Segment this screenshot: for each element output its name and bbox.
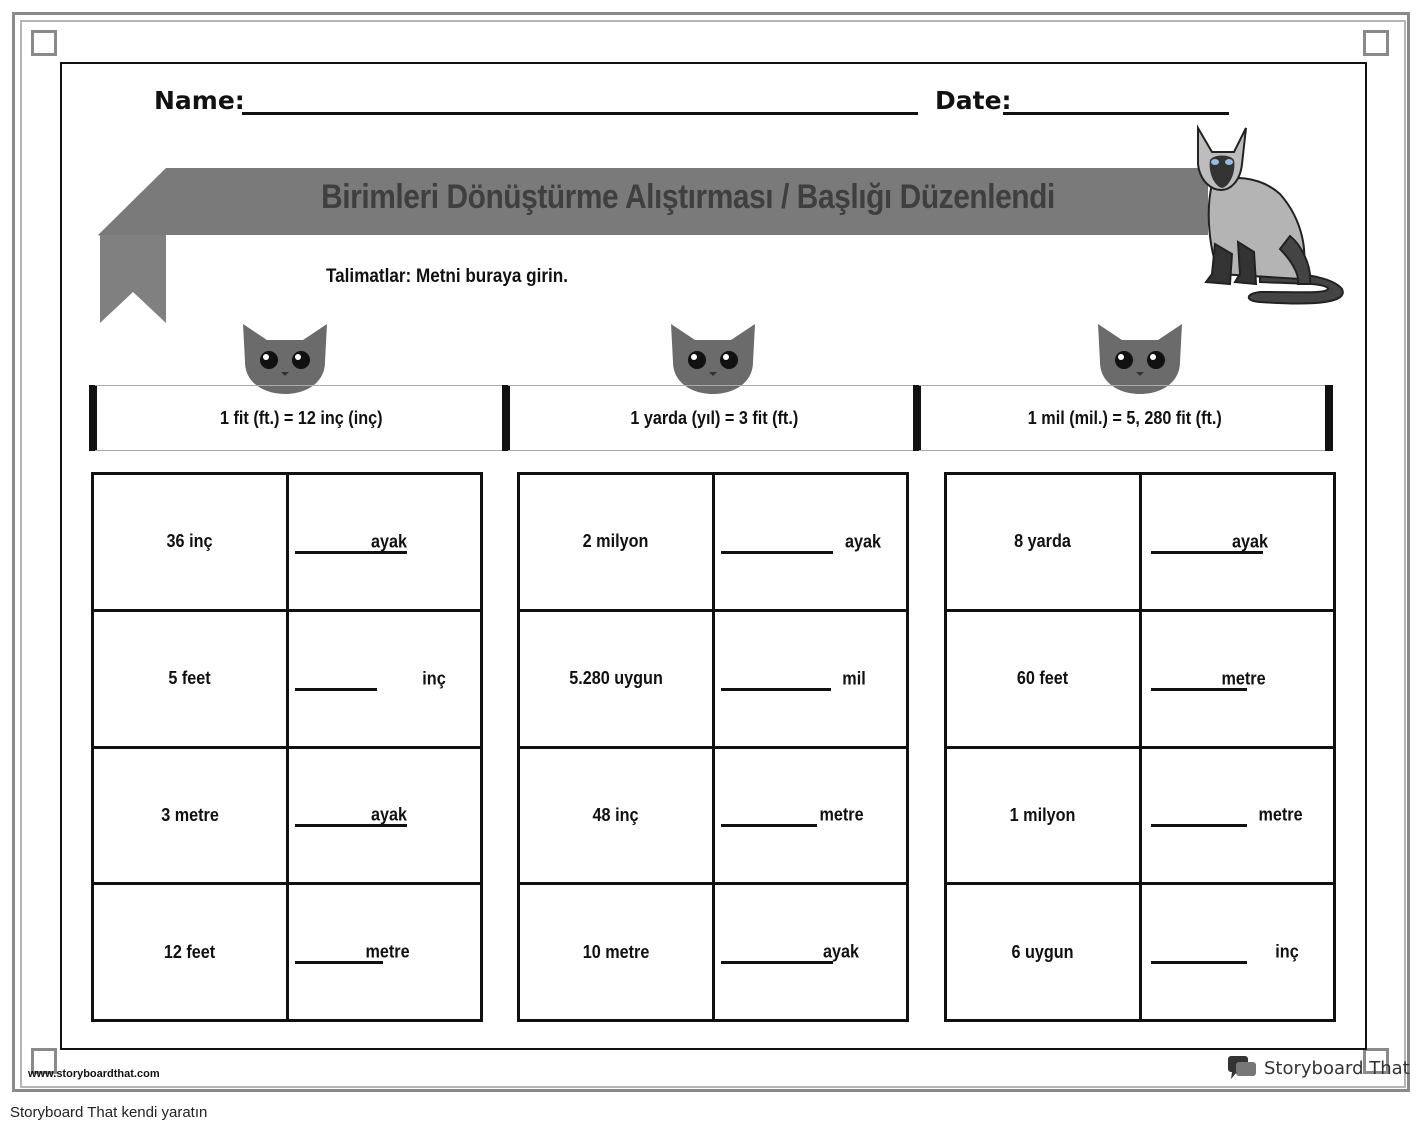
answer-cell[interactable] xyxy=(287,747,482,884)
answer-line[interactable] xyxy=(721,824,817,827)
given-value: 5 feet xyxy=(168,668,211,689)
cat-face-icon xyxy=(1096,322,1184,394)
given-value: 5.280 uygun xyxy=(568,668,663,689)
given-value: 1 milyon xyxy=(1009,804,1076,825)
conversion-rule-text: 1 fit (ft.) = 12 inç (inç) xyxy=(219,407,383,428)
answer-cell[interactable] xyxy=(1140,884,1335,1021)
name-label: Name: xyxy=(154,86,245,115)
siamese-cat-icon xyxy=(1190,124,1350,310)
answer-line[interactable] xyxy=(721,551,833,554)
instructions-text: Talimatlar: Metni buraya girin. xyxy=(326,266,568,287)
unit-label: metre xyxy=(818,804,864,825)
answer-cell[interactable] xyxy=(1140,610,1335,747)
given-value: 60 feet xyxy=(1017,668,1069,689)
unit-label: ayak xyxy=(370,531,407,552)
answer-line[interactable] xyxy=(295,688,377,691)
answer-line[interactable] xyxy=(721,961,833,964)
given-cell xyxy=(946,474,1141,611)
given-value: 2 milyon xyxy=(582,531,649,552)
given-cell xyxy=(519,884,714,1021)
table-row xyxy=(519,610,908,747)
table-row xyxy=(519,747,908,884)
unit-label: metre xyxy=(1257,804,1303,825)
answer-cell[interactable] xyxy=(1140,474,1335,611)
answer-cell[interactable] xyxy=(287,884,482,1021)
given-cell xyxy=(946,747,1141,884)
given-cell xyxy=(93,610,288,747)
table-row xyxy=(946,474,1335,611)
conversion-table xyxy=(517,472,909,1022)
given-cell xyxy=(93,474,288,611)
cat-face-icon xyxy=(669,322,757,394)
conversion-table xyxy=(91,472,483,1022)
answer-cell[interactable] xyxy=(287,474,482,611)
table-row xyxy=(93,884,482,1021)
table-row xyxy=(93,474,482,611)
given-value: 10 metre xyxy=(582,941,650,962)
conversion-rule-box xyxy=(919,385,1331,451)
conversion-rule-text: 1 mil (mil.) = 5, 280 fit (ft.) xyxy=(1027,407,1222,428)
table-row xyxy=(93,610,482,747)
brand-logo xyxy=(1228,1056,1410,1080)
given-cell xyxy=(93,884,288,1021)
answer-cell[interactable] xyxy=(713,610,908,747)
given-value: 6 uygun xyxy=(1011,941,1074,962)
conversion-rule-box xyxy=(508,385,920,451)
unit-label: mil xyxy=(841,668,866,689)
answer-cell[interactable] xyxy=(1140,747,1335,884)
unit-label: metre xyxy=(364,941,410,962)
table-row xyxy=(946,747,1335,884)
given-value: 36 inç xyxy=(166,531,213,552)
table-row xyxy=(519,884,908,1021)
corner-marker-tl xyxy=(31,30,57,56)
table-row xyxy=(946,610,1335,747)
answer-line[interactable] xyxy=(1151,824,1247,827)
answer-cell[interactable] xyxy=(713,884,908,1021)
conversion-rule-box xyxy=(95,385,507,451)
given-cell xyxy=(946,884,1141,1021)
speech-bubble-icon xyxy=(1228,1056,1258,1080)
given-value: 3 metre xyxy=(160,804,219,825)
given-cell xyxy=(519,474,714,611)
worksheet-title: Birimleri Dönüştürme Alıştırması / Başlığı Düzenlendi xyxy=(321,178,1055,216)
answer-cell[interactable] xyxy=(713,474,908,611)
given-value: 48 inç xyxy=(592,804,639,825)
divider-bar xyxy=(1325,385,1333,451)
answer-line[interactable] xyxy=(721,688,831,691)
cat-face-icon xyxy=(241,322,329,394)
footer-text: Storyboard That kendi yaratın xyxy=(10,1104,208,1121)
given-cell xyxy=(946,610,1141,747)
unit-label: ayak xyxy=(370,804,407,825)
corner-marker-tr xyxy=(1363,30,1389,56)
unit-label: ayak xyxy=(844,531,881,552)
table-row xyxy=(519,474,908,611)
given-cell xyxy=(93,747,288,884)
given-cell xyxy=(519,747,714,884)
answer-cell[interactable] xyxy=(713,747,908,884)
answer-cell[interactable] xyxy=(287,610,482,747)
brand-name: Storyboard That xyxy=(1264,1057,1410,1079)
name-line[interactable] xyxy=(242,112,918,115)
table-row xyxy=(946,884,1335,1021)
unit-label: ayak xyxy=(1231,531,1268,552)
unit-label: inç xyxy=(1274,941,1299,962)
answer-line[interactable] xyxy=(1151,961,1247,964)
conversion-table xyxy=(944,472,1336,1022)
date-label: Date: xyxy=(935,86,1012,115)
date-line[interactable] xyxy=(1003,112,1229,115)
unit-label: ayak xyxy=(822,941,859,962)
given-value: 8 yarda xyxy=(1014,531,1072,552)
conversion-rule-text: 1 yarda (yıl) = 3 fit (ft.) xyxy=(630,407,798,428)
unit-label: metre xyxy=(1220,668,1266,689)
given-value: 12 feet xyxy=(164,941,216,962)
watermark-url: www.storyboardthat.com xyxy=(28,1068,160,1080)
unit-label: inç xyxy=(421,668,446,689)
table-row xyxy=(93,747,482,884)
given-cell xyxy=(519,610,714,747)
